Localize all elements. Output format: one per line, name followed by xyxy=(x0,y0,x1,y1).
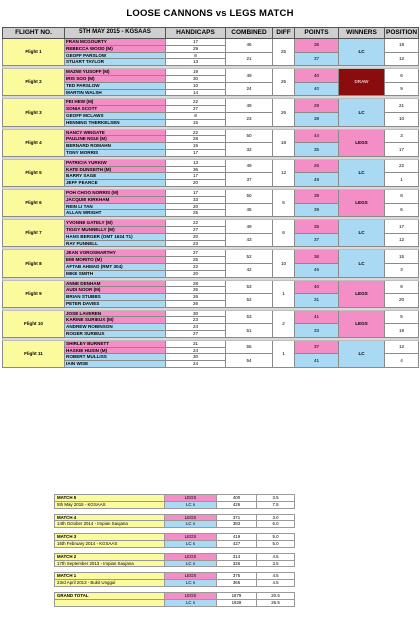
player-name: NANCY WINGATE xyxy=(65,129,166,136)
combined-blue: 37 xyxy=(226,173,273,187)
team-legs-total: 1879 xyxy=(217,592,257,599)
player-name: IRIS SOO (M) xyxy=(65,75,166,82)
winner-cell: LEGS xyxy=(339,310,385,337)
player-handicap: 22 xyxy=(166,263,226,270)
flight-label: Flight 6 xyxy=(3,189,65,216)
team-lc-total: 326 xyxy=(217,560,257,567)
team-lc-total: 427 xyxy=(217,540,257,547)
player-row xyxy=(3,250,419,257)
header-position: POSITION xyxy=(385,28,419,39)
player-name: BERNARD ROMAHN xyxy=(65,143,166,150)
winner-cell: LEGS xyxy=(339,129,385,156)
winner-cell: LEGS xyxy=(339,280,385,307)
position-blue: 12 xyxy=(385,52,419,66)
player-handicap: 31 xyxy=(166,340,226,347)
team-lc: LC s xyxy=(165,540,217,547)
position-pink: 19 xyxy=(385,39,419,53)
team-lc-points: 7.5 xyxy=(257,501,295,508)
player-row xyxy=(3,280,419,287)
points-pink: 26 xyxy=(295,159,339,173)
points-blue: 37 xyxy=(295,233,339,247)
player-handicap: 27 xyxy=(166,226,226,233)
team-legs: LEGS xyxy=(165,573,217,580)
diff-value: 12 xyxy=(273,159,295,186)
points-blue: 46 xyxy=(295,263,339,277)
match-date: 14th October 2014 - Impian Saujana xyxy=(55,521,165,528)
team-lc-points: 6.0 xyxy=(257,521,295,528)
winner-cell: LC xyxy=(339,39,385,66)
points-blue: 40 xyxy=(295,82,339,96)
player-handicap: 27 xyxy=(166,331,226,338)
position-blue: 10 xyxy=(385,112,419,126)
team-legs-points: 3.0 xyxy=(257,514,295,521)
team-lc: LC s xyxy=(165,580,217,587)
flight-label: Flight 10 xyxy=(3,310,65,337)
player-handicap: 28 xyxy=(166,280,226,287)
player-handicap: 20 xyxy=(166,180,226,187)
match-name: MATCH 4 xyxy=(55,514,165,521)
summary-row xyxy=(55,580,295,587)
player-name: TONY MORRIS xyxy=(65,149,166,156)
player-handicap: 26 xyxy=(166,294,226,301)
player-handicap: 23 xyxy=(166,240,226,247)
player-name: ROBERT MULLISS xyxy=(65,354,166,361)
winner-cell: LEGS xyxy=(339,189,385,216)
team-lc: LC s xyxy=(165,521,217,528)
player-handicap: 17 xyxy=(166,189,226,196)
player-name: KATE DUNSEITH (M) xyxy=(65,166,166,173)
player-name: EMI MORITO (M) xyxy=(65,257,166,264)
points-pink: 39 xyxy=(295,189,339,203)
player-name: TIGGY MUNNELLY (M) xyxy=(65,226,166,233)
diff-value: 5 xyxy=(273,189,295,216)
points-pink: 41 xyxy=(295,310,339,324)
match-date: 16th February 2014 - KGSAAS xyxy=(55,540,165,547)
team-lc-total: 426 xyxy=(217,501,257,508)
team-lc-total: 366 xyxy=(217,580,257,587)
team-legs-total: 375 xyxy=(217,573,257,580)
player-name: RAY FUNNELL xyxy=(65,240,166,247)
summary-row xyxy=(55,495,295,502)
position-blue: 9 xyxy=(385,82,419,96)
position-pink: 6 xyxy=(385,69,419,83)
player-handicap: 17 xyxy=(166,149,226,156)
team-lc-points: 3.5 xyxy=(257,560,295,567)
points-blue: 41 xyxy=(295,354,339,368)
points-pink: 35 xyxy=(295,220,339,234)
player-handicap: 24 xyxy=(166,324,226,331)
player-name: JACQUIE KIRKHAM xyxy=(65,196,166,203)
team-legs: LEGS xyxy=(165,495,217,502)
player-handicap: 13 xyxy=(166,59,226,66)
diff-value: 6 xyxy=(273,220,295,247)
combined-blue: 42 xyxy=(226,263,273,277)
points-pink: 37 xyxy=(295,340,339,354)
player-handicap: 25 xyxy=(166,287,226,294)
points-pink: 44 xyxy=(295,129,339,143)
position-blue: 20 xyxy=(385,294,419,308)
player-name: HANS BERGER (OMT 1624 T1) xyxy=(65,233,166,240)
player-name: FEI HEW (M) xyxy=(65,99,166,106)
team-lc-points: 4.5 xyxy=(257,580,295,587)
diff-value: 26 xyxy=(273,99,295,126)
team-lc-total: 1928 xyxy=(217,599,257,606)
flight-label: Flight 4 xyxy=(3,129,65,156)
player-handicap: 24 xyxy=(166,347,226,354)
player-name: REBECCA WOOD (M) xyxy=(65,45,166,52)
player-row xyxy=(3,69,419,76)
player-handicap: 17 xyxy=(166,173,226,180)
team-lc: LC s xyxy=(165,501,217,508)
player-name: HASKIE HUSIN (M) xyxy=(65,347,166,354)
combined-blue: 24 xyxy=(226,82,273,96)
flight-label: Flight 7 xyxy=(3,220,65,247)
player-handicap: 20 xyxy=(166,203,226,210)
player-handicap: 17 xyxy=(166,39,226,46)
header-row xyxy=(3,28,419,39)
combined-pink: 50 xyxy=(226,189,273,203)
player-name: MIKE SMITH xyxy=(65,270,166,277)
player-name: BRIAN STUBBS xyxy=(65,294,166,301)
match-date: 17th September 2013 - Impian Saujana xyxy=(55,560,165,567)
summary-row xyxy=(55,514,295,521)
player-handicap: 8 xyxy=(166,52,226,59)
combined-blue: 21 xyxy=(226,52,273,66)
header-combined: COMBINED xyxy=(226,28,273,39)
winner-cell: LC xyxy=(339,340,385,367)
combined-pink: 49 xyxy=(226,69,273,83)
player-name: ANDREW ROBINSON xyxy=(65,324,166,331)
player-row xyxy=(3,189,419,196)
team-legs-total: 419 xyxy=(217,534,257,541)
team-legs-total: 400 xyxy=(217,495,257,502)
summary-row xyxy=(55,540,295,547)
player-name: PATRICIA YURKIW xyxy=(65,159,166,166)
summary-row xyxy=(55,560,295,567)
match-summary-table xyxy=(54,494,295,612)
points-blue: 38 xyxy=(295,112,339,126)
flights-table xyxy=(2,27,419,368)
player-handicap: 28 xyxy=(166,136,226,143)
header-handicaps: HANDICAPS xyxy=(166,28,226,39)
position-blue: 19 xyxy=(385,324,419,338)
summary-row xyxy=(55,592,295,599)
winner-cell: LC xyxy=(339,159,385,186)
position-blue: 4 xyxy=(385,354,419,368)
player-handicap: 36 xyxy=(166,166,226,173)
winner-cell: LC xyxy=(339,220,385,247)
match-name: MATCH 5 xyxy=(55,495,165,502)
match-name: GRAND TOTAL xyxy=(55,592,165,599)
player-handicap: 33 xyxy=(166,196,226,203)
player-handicap: 30 xyxy=(166,75,226,82)
combined-pink: 49 xyxy=(226,159,273,173)
player-name: IAIN WISE xyxy=(65,361,166,368)
team-legs: LEGS xyxy=(165,553,217,560)
player-name: GEOFF MCLAWS xyxy=(65,112,166,119)
player-name: PAULINE NGUI (M) xyxy=(65,136,166,143)
flights-body xyxy=(3,39,419,368)
player-name: AFTAB AHMAD (RMT 304) xyxy=(65,263,166,270)
combined-pink: 46 xyxy=(226,39,273,53)
position-pink: 12 xyxy=(385,340,419,354)
diff-value: 2 xyxy=(273,310,295,337)
flight-label: Flight 3 xyxy=(3,99,65,126)
flight-label: Flight 8 xyxy=(3,250,65,277)
match-name: MATCH 3 xyxy=(55,534,165,541)
position-pink: 8 xyxy=(385,189,419,203)
player-handicap: 26 xyxy=(166,300,226,307)
player-row xyxy=(3,340,419,347)
combined-pink: 49 xyxy=(226,220,273,234)
team-legs-points: 3.5 xyxy=(257,495,295,502)
player-handicap: 19 xyxy=(166,69,226,76)
team-legs-total: 314 xyxy=(217,553,257,560)
diff-value: 1 xyxy=(273,340,295,367)
page-title: LOOSE CANNONS vs LEGS MATCH xyxy=(126,8,294,19)
winner-cell: LC xyxy=(339,99,385,126)
header-date: 5TH MAY 2015 - KGSAAS xyxy=(65,28,166,39)
player-name: KARINE SURIEUX (M) xyxy=(65,317,166,324)
team-legs: LEGS xyxy=(165,514,217,521)
player-handicap: 10 xyxy=(166,82,226,89)
position-pink: 15 xyxy=(385,250,419,264)
team-lc-points: 26.5 xyxy=(257,599,295,606)
team-legs-points: 20.5 xyxy=(257,592,295,599)
winner-cell: DRAW xyxy=(339,69,385,96)
winner-cell: LC xyxy=(339,250,385,277)
points-blue: 37 xyxy=(295,52,339,66)
points-blue: 33 xyxy=(295,324,339,338)
combined-blue: 51 xyxy=(226,324,273,338)
points-pink: 29 xyxy=(295,99,339,113)
points-pink: 40 xyxy=(295,69,339,83)
points-pink: 40 xyxy=(295,280,339,294)
combined-blue: 43 xyxy=(226,233,273,247)
player-name: PETER DAVIES xyxy=(65,300,166,307)
position-pink: 22 xyxy=(385,159,419,173)
player-name: STUART TAYLOR xyxy=(65,59,166,66)
combined-pink: 49 xyxy=(226,99,273,113)
player-name: MARTIN WALSH xyxy=(65,89,166,96)
flight-label: Flight 11 xyxy=(3,340,65,367)
position-pink: 6 xyxy=(385,280,419,294)
diff-value: 10 xyxy=(273,250,295,277)
points-blue: 31 xyxy=(295,294,339,308)
points-pink: 36 xyxy=(295,39,339,53)
player-handicap: 20 xyxy=(166,270,226,277)
diff-value: 1 xyxy=(273,280,295,307)
summary-gap xyxy=(55,606,295,612)
position-blue: 17 xyxy=(385,143,419,157)
flight-label: Flight 2 xyxy=(3,69,65,96)
player-row xyxy=(3,220,419,227)
combined-blue: 45 xyxy=(226,203,273,217)
player-handicap: 22 xyxy=(166,129,226,136)
player-row xyxy=(3,159,419,166)
team-lc-total: 383 xyxy=(217,521,257,528)
position-blue: 12 xyxy=(385,233,419,247)
position-blue: 3 xyxy=(385,263,419,277)
player-row xyxy=(3,39,419,46)
team-lc: LC s xyxy=(165,560,217,567)
player-name: SONIA SCOTT xyxy=(65,106,166,113)
player-handicap: 8 xyxy=(166,112,226,119)
summary-row xyxy=(55,553,295,560)
combined-pink: 50 xyxy=(226,129,273,143)
player-name: ROGER SURIEUX xyxy=(65,331,166,338)
diff-value: 18 xyxy=(273,129,295,156)
combined-blue: 52 xyxy=(226,294,273,308)
player-handicap: 30 xyxy=(166,354,226,361)
player-handicap: 27 xyxy=(166,250,226,257)
team-lc-points: 5.0 xyxy=(257,540,295,547)
player-handicap: 23 xyxy=(166,317,226,324)
header-winners: WINNERS xyxy=(339,28,385,39)
player-handicap: 29 xyxy=(166,45,226,52)
player-name: JEFF PEARCE xyxy=(65,180,166,187)
position-pink: 5 xyxy=(385,310,419,324)
points-pink: 36 xyxy=(295,250,339,264)
flight-label: Flight 5 xyxy=(3,159,65,186)
diff-value: 25 xyxy=(273,69,295,96)
summary-row xyxy=(55,573,295,580)
player-handicap: 15 xyxy=(166,143,226,150)
position-blue: 6 xyxy=(385,203,419,217)
summary-body xyxy=(55,495,295,613)
header-points: POINTS xyxy=(295,28,339,39)
player-handicap: 20 xyxy=(166,233,226,240)
player-row xyxy=(3,310,419,317)
player-handicap: 14 xyxy=(166,89,226,96)
match-date xyxy=(55,599,165,606)
player-handicap: 22 xyxy=(166,99,226,106)
position-pink: 3 xyxy=(385,129,419,143)
player-handicap: 25 xyxy=(166,257,226,264)
summary-row xyxy=(55,501,295,508)
flight-label: Flight 1 xyxy=(3,39,65,66)
match-name: MATCH 1 xyxy=(55,573,165,580)
position-blue: 1 xyxy=(385,173,419,187)
combined-blue: 32 xyxy=(226,143,273,157)
gap-cell xyxy=(55,606,295,612)
player-name: YVONNE GATELY (M) xyxy=(65,220,166,227)
player-handicap: 24 xyxy=(166,361,226,368)
player-name: MAZWI YUSOFF (M) xyxy=(65,69,166,76)
team-legs-points: 5.0 xyxy=(257,534,295,541)
match-date: 5th May 2015 - KGSAAS xyxy=(55,501,165,508)
player-name: ANNE DENHAM xyxy=(65,280,166,287)
points-blue: 35 xyxy=(295,143,339,157)
player-handicap: 13 xyxy=(166,159,226,166)
points-blue: 48 xyxy=(295,173,339,187)
player-name: ALLAN WRIGHT xyxy=(65,210,166,217)
player-handicap: 22 xyxy=(166,220,226,227)
player-name: TED PARSLOW xyxy=(65,82,166,89)
player-handicap: 25 xyxy=(166,210,226,217)
combined-blue: 23 xyxy=(226,112,273,126)
points-blue: 39 xyxy=(295,203,339,217)
combined-pink: 53 xyxy=(226,280,273,294)
header-diff: DIFF xyxy=(273,28,295,39)
player-name: JEAN VOROSMARTHY xyxy=(65,250,166,257)
summary-row xyxy=(55,599,295,606)
diff-value: 25 xyxy=(273,39,295,66)
combined-blue: 54 xyxy=(226,354,273,368)
match-date: 23rd April 2013 - Bukit Unggul xyxy=(55,580,165,587)
match-name: MATCH 2 xyxy=(55,553,165,560)
player-handicap: 15 xyxy=(166,119,226,126)
team-legs-points: 4.5 xyxy=(257,573,295,580)
player-name: SHIRLEY BURNETT xyxy=(65,340,166,347)
player-handicap: 27 xyxy=(166,106,226,113)
position-pink: 21 xyxy=(385,99,419,113)
team-legs: LEGS xyxy=(165,592,217,599)
flight-label: Flight 9 xyxy=(3,280,65,307)
player-name: AUDI NOOR (M) xyxy=(65,287,166,294)
summary-row xyxy=(55,521,295,528)
position-pink: 17 xyxy=(385,220,419,234)
player-name: POH CHOO NORRIS (M) xyxy=(65,189,166,196)
team-legs-total: 371 xyxy=(217,514,257,521)
team-legs-points: 4.5 xyxy=(257,553,295,560)
header-flight: FLIGHT NO. xyxy=(3,28,65,39)
team-legs: LEGS xyxy=(165,534,217,541)
summary-row xyxy=(55,534,295,541)
player-row xyxy=(3,129,419,136)
team-lc: LC s xyxy=(165,599,217,606)
player-name: REIN LI TAN xyxy=(65,203,166,210)
player-name: HENNING THERKELSEN xyxy=(65,119,166,126)
player-name: JOSE LAVEREN xyxy=(65,310,166,317)
player-handicap: 30 xyxy=(166,310,226,317)
player-name: FRAN MCGOURTY xyxy=(65,39,166,46)
combined-pink: 53 xyxy=(226,310,273,324)
player-row xyxy=(3,99,419,106)
player-name: BARRY SAGE xyxy=(65,173,166,180)
combined-pink: 52 xyxy=(226,250,273,264)
combined-pink: 55 xyxy=(226,340,273,354)
player-name: GEOFF PARSLOW xyxy=(65,52,166,59)
